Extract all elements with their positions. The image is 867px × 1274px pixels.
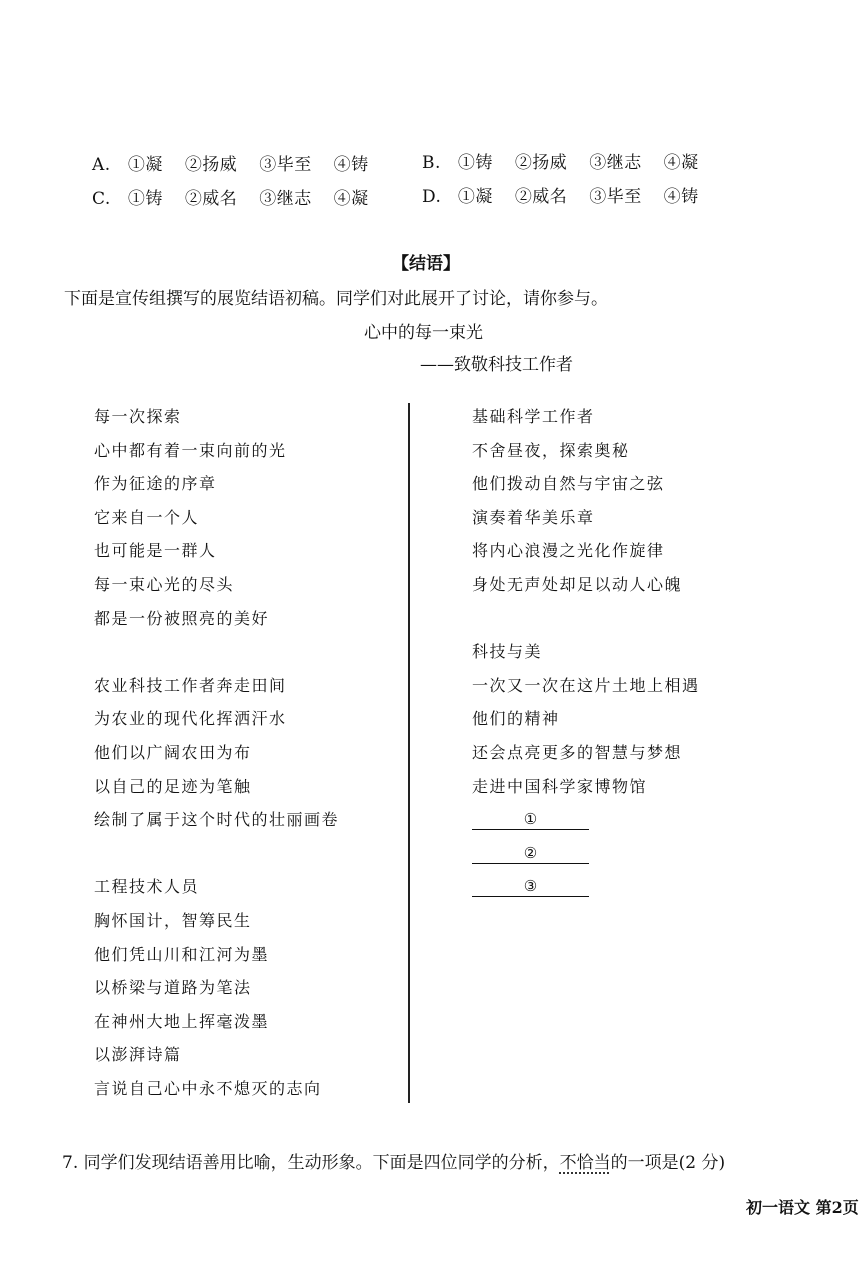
option-choice: ③毕至 xyxy=(589,187,642,207)
poem-line: 将内心浪漫之光化作旋律 xyxy=(472,541,665,561)
answer-blank-1[interactable]: ① xyxy=(472,808,589,830)
option-choice: ④凝 xyxy=(333,189,369,209)
answer-blank-3[interactable]: ③ xyxy=(472,875,589,897)
option-choice: ②威名 xyxy=(514,187,568,207)
option-letter: B. xyxy=(422,153,441,173)
poem-line: 他们凭山川和江河为墨 xyxy=(94,944,270,964)
option-choice: ①铸 xyxy=(127,189,163,209)
option-choice: ④铸 xyxy=(333,155,369,175)
question-emphasis: 不恰当 xyxy=(559,1153,611,1173)
poem-line: 都是一份被照亮的美好 xyxy=(94,608,270,628)
option-choice: ③继志 xyxy=(589,153,642,173)
poem-title: 心中的每一束光 xyxy=(364,323,483,343)
poem-line: 每一次探索 xyxy=(94,407,182,426)
poem-line: 以自己的足迹为笔触 xyxy=(94,776,252,796)
poem-line: 心中都有着一束向前的光 xyxy=(94,440,287,460)
poem-line: 他们以广阔农田为布 xyxy=(94,742,252,762)
poem-line: 在神州大地上挥毫泼墨 xyxy=(94,1011,270,1031)
option-choice: ①铸 xyxy=(457,153,493,173)
option-choice: ④铸 xyxy=(663,187,699,207)
option-choice: ①凝 xyxy=(127,155,163,175)
poem-line: 一次又一次在这片土地上相遇 xyxy=(472,675,700,695)
option-letter: D. xyxy=(422,187,442,207)
poem-line: 以桥梁与道路为笔法 xyxy=(94,978,252,998)
option-choice: ②威名 xyxy=(184,189,238,209)
poem-line xyxy=(472,607,700,641)
poem-line: 还会点亮更多的智慧与梦想 xyxy=(472,742,683,762)
poem-line: 它来自一个人 xyxy=(94,507,200,527)
poem-line: 为农业的现代化挥洒汗水 xyxy=(94,709,287,729)
answer-blank-2[interactable]: ② xyxy=(472,842,589,864)
option-c xyxy=(92,184,385,209)
poem-left-column xyxy=(94,405,339,1110)
poem-line: 工程技术人员 xyxy=(94,877,200,897)
poem-line xyxy=(94,640,339,674)
question-7 xyxy=(62,1148,725,1173)
option-letter: C. xyxy=(92,189,111,209)
poem-line: 基础科学工作者 xyxy=(472,407,595,426)
poem-line: 言说自己心中永不熄灭的志向 xyxy=(94,1078,322,1098)
poem-line xyxy=(94,842,339,876)
poem-line: 作为征途的序章 xyxy=(94,474,217,494)
option-choice: ②扬威 xyxy=(184,155,238,175)
poem-line: 农业科技工作者奔走田间 xyxy=(94,675,287,695)
poem-line: 绘制了属于这个时代的壮丽画卷 xyxy=(94,810,340,830)
poem-line: 以澎湃诗篇 xyxy=(94,1045,182,1065)
question-text: 7. 同学们发现结语善用比喻，生动形象。下面是四位同学的分析， xyxy=(62,1153,560,1173)
page-footer: 初一语文 第2页 xyxy=(746,1198,859,1217)
option-d xyxy=(422,182,715,207)
option-letter: A. xyxy=(92,155,111,175)
poem-line: 胸怀国计，智筹民生 xyxy=(94,910,252,930)
poem-line: 每一束心光的尽头 xyxy=(94,574,235,594)
option-choice: ①凝 xyxy=(457,187,493,207)
poem-line: 他们的精神 xyxy=(472,709,560,729)
option-choice: ③继志 xyxy=(259,189,312,209)
poem-subtitle: ——致敬科技工作者 xyxy=(420,355,573,375)
poem-line: 科技与美 xyxy=(472,642,543,662)
section-title: 【结语】 xyxy=(392,254,460,274)
question-text-end: 的一项是(2 分) xyxy=(610,1153,726,1173)
poem-line: 他们拨动自然与宇宙之弦 xyxy=(472,474,665,494)
option-choice: ②扬威 xyxy=(514,153,568,173)
poem-line: 也可能是一群人 xyxy=(94,541,217,561)
intro-text: 下面是宣传组撰写的展览结语初稿。同学们对此展开了讨论，请你参与。 xyxy=(64,289,608,309)
poem-line: 身处无声处却足以动人心魄 xyxy=(472,574,683,594)
poem-line: 演奏着华美乐章 xyxy=(472,507,595,527)
option-b xyxy=(422,148,715,173)
option-a xyxy=(92,150,385,175)
option-choice: ④凝 xyxy=(663,153,699,173)
option-choice: ③毕至 xyxy=(259,155,312,175)
column-divider xyxy=(408,403,410,1103)
poem-line: 走进中国科学家博物馆 xyxy=(472,776,648,796)
poem-line: 不舍昼夜，探索奥秘 xyxy=(472,440,630,460)
poem-right-column xyxy=(472,405,700,808)
